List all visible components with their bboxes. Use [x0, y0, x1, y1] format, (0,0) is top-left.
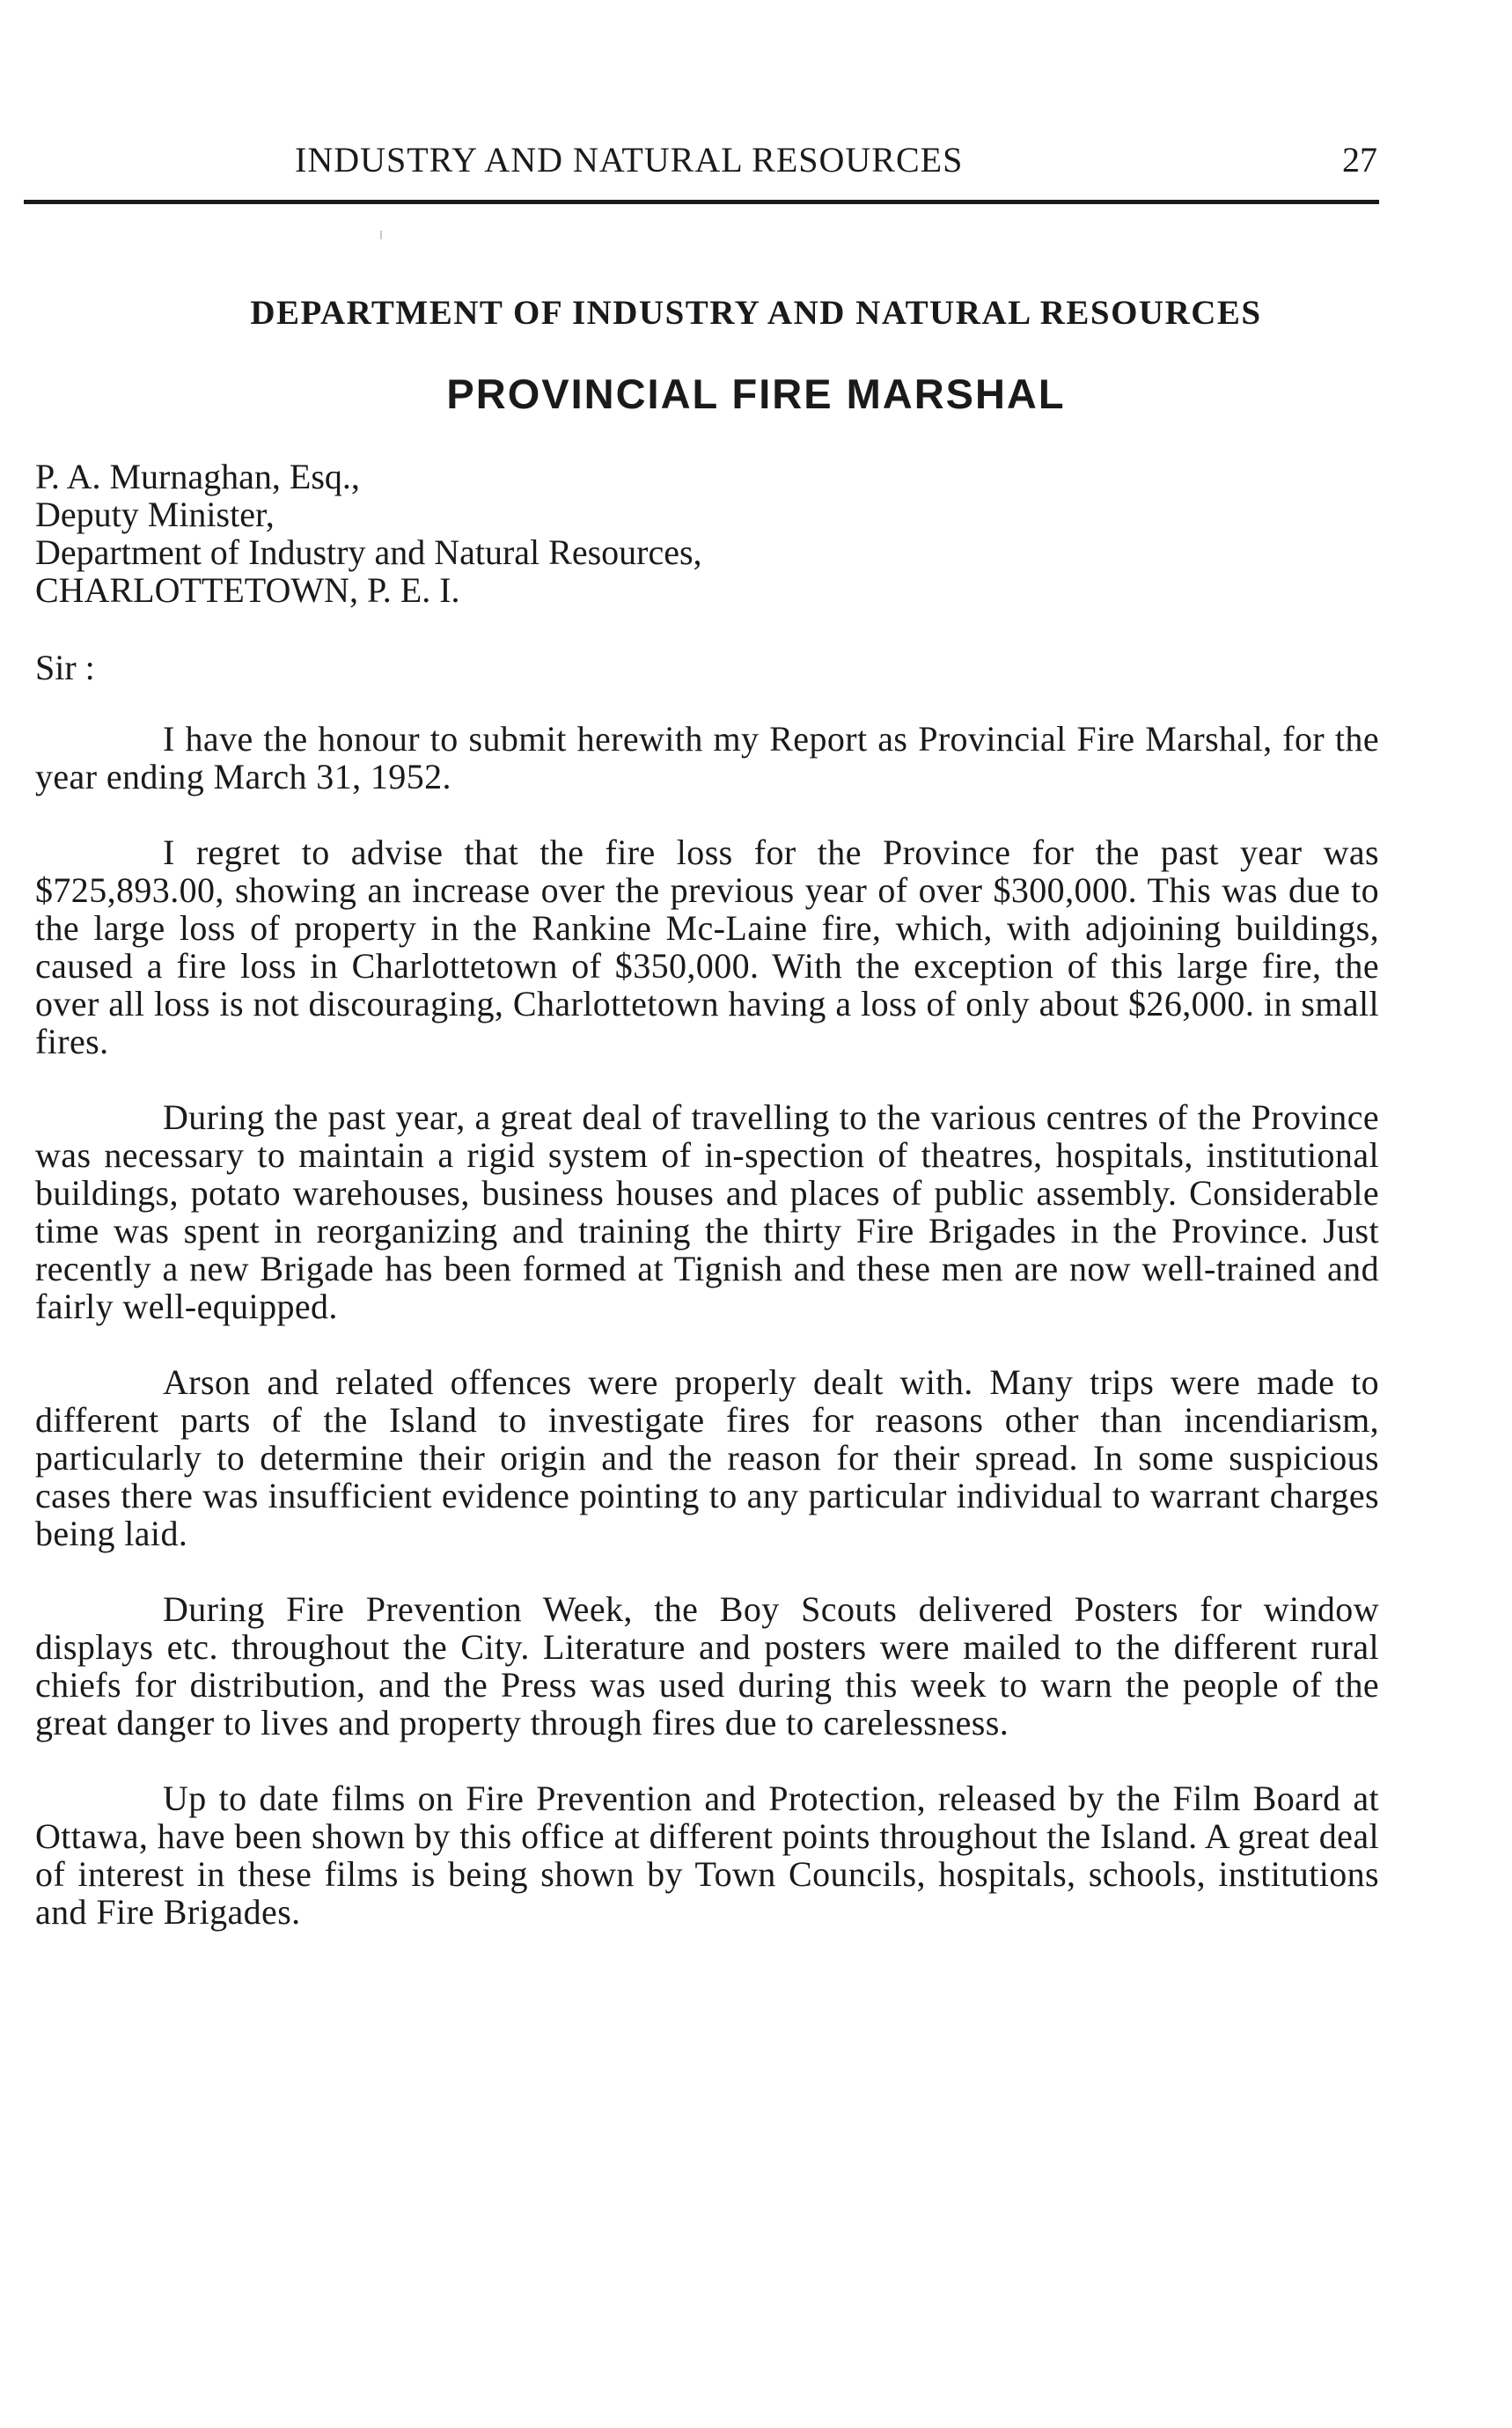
header-rule: [24, 200, 1379, 204]
section-heading: PROVINCIAL FIRE MARSHAL: [446, 370, 1066, 417]
department-heading: DEPARTMENT OF INDUSTRY AND NATURAL RESOURCES: [250, 294, 1262, 332]
salutation: Sir :: [35, 648, 95, 687]
address-line-department: Department of Industry and Natural Resources,: [35, 532, 702, 572]
paragraph-fire-prevention-week: During Fire Prevention Week, the Boy Scouts delivered Posters for window displays etc. throughout the City. Literature and posters were mailed to the different rural chiefs for distribution, and the Press was used during this week to warn the people of the great danger to lives and property through fires due to carelessness.: [35, 1589, 1379, 1742]
paragraph-films: Up to date films on Fire Prevention and Protection, released by the Film Board at Ottawa, have been shown by this office at different points throughout the Island. A great deal of interest in these films is being shown by Town Councils, hospitals, schools, institutions and Fire Brigades.: [35, 1779, 1379, 1932]
paragraph-submission: I have the honour to submit herewith my Report as Provincial Fire Marshal, for the year ending March 31, 1952.: [35, 719, 1379, 796]
address-line-city: CHARLOTTETOWN, P. E. I.: [35, 570, 460, 610]
letter-body: [35, 720, 1379, 1969]
running-header: [35, 139, 1377, 192]
print-speck: [380, 231, 382, 239]
address-line-title: Deputy Minister,: [35, 495, 275, 534]
paragraph-inspections: During the past year, a great deal of travelling to the various centres of the Province was necessary to maintain a rigid system of in-spection of theatres, hospitals, institutional buildings, potato warehouses, business houses and places of public assembly. Considerable time was spent in reorganizing and training the thirty Fire Brigades in the Province. Just recently a new Brigade has been formed at Tignish and these men are now well-trained and fairly well-equipped.: [35, 1097, 1379, 1326]
address-block: [35, 458, 702, 609]
address-line-name: P. A. Murnaghan, Esq.,: [35, 457, 360, 496]
page-number: 27: [1342, 140, 1377, 180]
running-title: INDUSTRY AND NATURAL RESOURCES: [295, 140, 964, 180]
paragraph-fire-loss: I regret to advise that the fire loss for the Province for the past year was $725,893.00, showing an increase over the previous year of over $300,000. This was due to the large loss of property in the Rankine Mc-Laine fire, which, with adjoining buildings, caused a fire loss in Charlottetown of $350,000. With the exception of this large fire, the over all loss is not discouraging, Charlottetown having a loss of only about $26,000. in small fires.: [35, 833, 1379, 1061]
paragraph-arson: Arson and related offences were properly dealt with. Many trips were made to different parts of the Island to investigate fires for reasons other than incendiarism, particularly to determine their origin and the reason for their spread. In some suspicious cases there was insufficient evidence pointing to any particular individual to warrant charges being laid.: [35, 1362, 1379, 1553]
